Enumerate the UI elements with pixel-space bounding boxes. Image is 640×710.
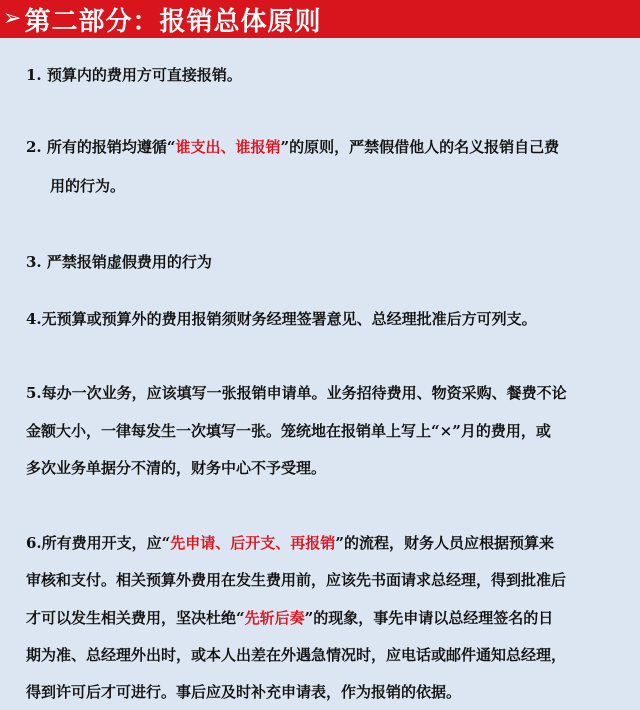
rule-6-line-3 [26, 608, 553, 628]
arrow-bullet-icon: ➢ [3, 6, 22, 31]
rule-2-highlight: 谁支出、谁报销 [175, 138, 281, 156]
rule-6-text-e: ”的现象，事先申请以总经理签名的日 [304, 609, 554, 627]
rule-6-highlight-2: 先斩后奏 [244, 609, 305, 627]
rule-3 [26, 252, 212, 272]
rule-4-text: 4.无预算或预算外的费用报销须财务经理签署意见、总经理批准后方可列支。 [26, 310, 537, 328]
rule-6-text-d: 才可以发生相关费用，坚决杜绝“ [26, 609, 245, 627]
rule-6-text-c: 审核和支付。相关预算外费用在发生费用前，应该先书面请求总经理，得到批准后 [26, 571, 567, 589]
rule-5-line-2 [26, 421, 551, 441]
rule-6-highlight-1: 先申请、后开支、再报销 [170, 534, 336, 552]
rule-5-text-3: 多次业务单据分不清的，财务中心不予受理。 [26, 459, 327, 477]
rule-2-text-a: 2. 所有的报销均遵循“ [26, 138, 176, 156]
rule-6-text-a: 6.所有费用开支，应“ [26, 534, 171, 552]
rule-6-text-b: ”的流程，财务人员应根据预算来 [335, 534, 554, 552]
rule-1-text: 1. 预算内的费用方可直接报销。 [26, 66, 242, 84]
rule-5-text-1: 5.每办一次业务，应该填写一张报销申请单。业务招待费用、物资采购、餐费不论 [26, 384, 567, 402]
rule-2-text-c: 用的行为。 [50, 177, 126, 195]
section-header [0, 0, 640, 38]
rule-2-line-2 [50, 176, 125, 196]
rule-1 [26, 65, 242, 85]
rule-2-line-1 [26, 137, 559, 157]
rule-6-text-f: 期为准、总经理外出时，或本人出差在外遇急情况时，应电话或邮件通知总经理， [26, 646, 567, 664]
rule-6-line-1 [26, 533, 554, 553]
rule-5-text-2: 金额大小，一律每发生一次填写一张。笼统地在报销单上写上“×”月的费用，或 [26, 422, 551, 440]
rule-2-text-b: ”的原则，严禁假借他人的名义报销自己费 [280, 138, 560, 156]
rule-6-line-5 [26, 682, 461, 702]
rule-5-line-3 [26, 458, 326, 478]
rule-6-line-2 [26, 570, 566, 590]
section-title: 第二部分：报销总体原则 [24, 6, 322, 37]
rule-6-line-4 [26, 645, 566, 665]
rule-5-line-1 [26, 383, 567, 403]
rule-3-text: 3. 严禁报销虚假费用的行为 [26, 253, 212, 271]
rule-6-text-g: 得到许可后才可进行。事后应及时补充申请表，作为报销的依据。 [26, 683, 462, 701]
rule-4 [26, 309, 537, 329]
